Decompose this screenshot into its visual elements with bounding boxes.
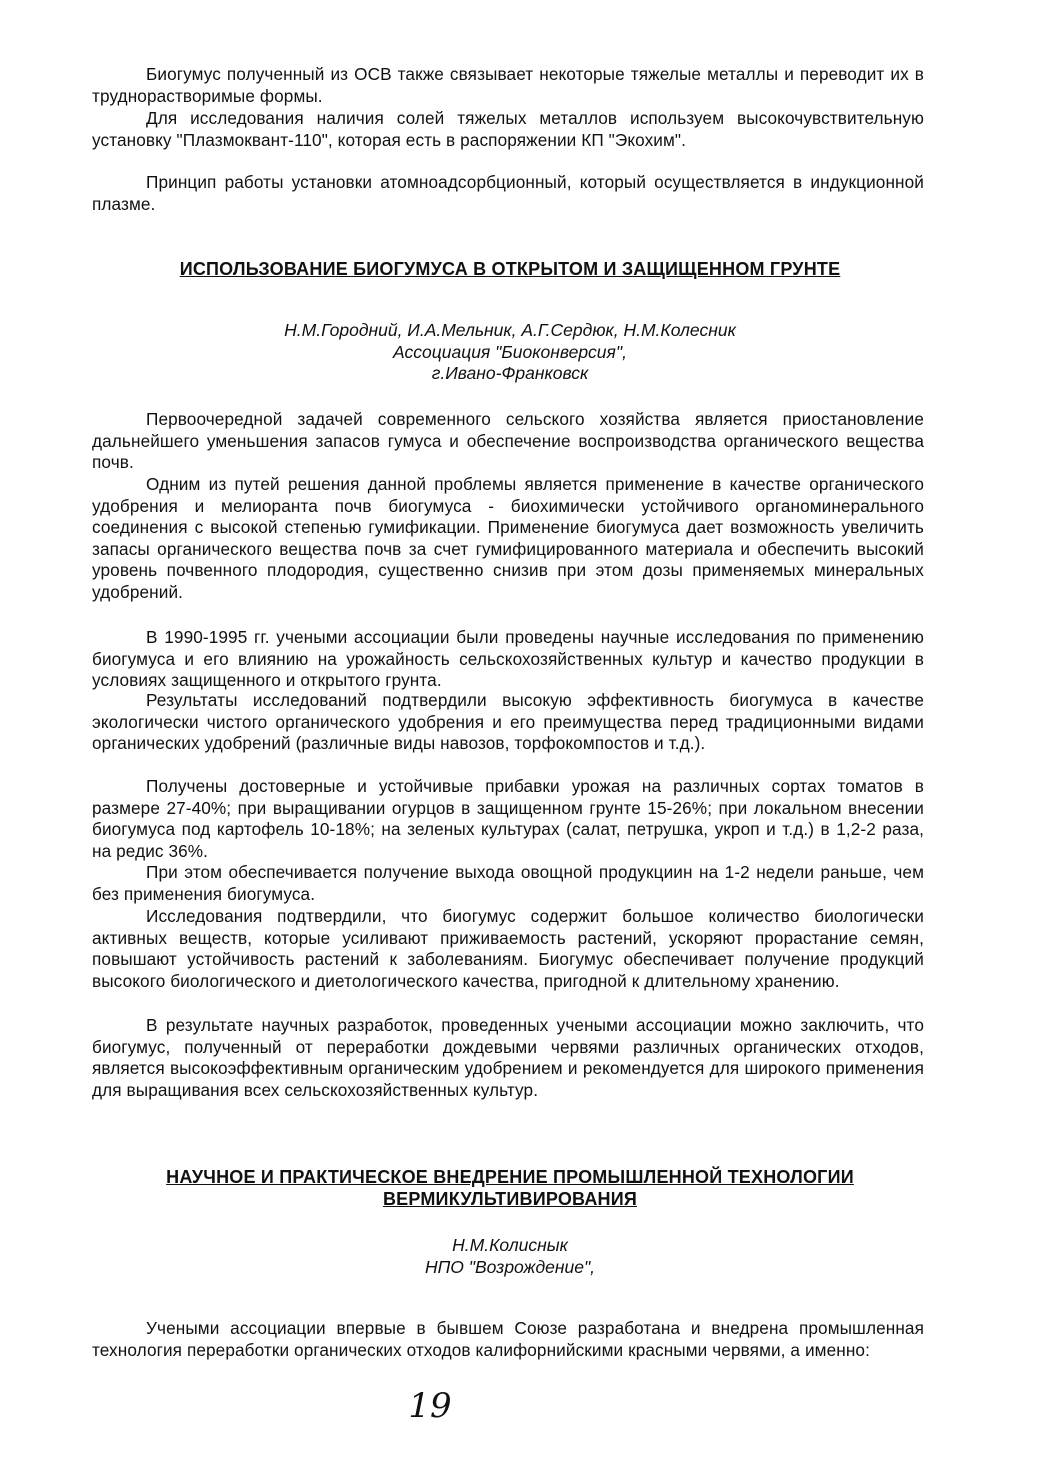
article1-authors: Н.М.Городний, И.А.Мельник, А.Г.Сердюк, Н.М.Колесник	[284, 320, 736, 340]
article1-paragraph: При этом обеспечивается получение выхода овощной продукциин на 1-2 недели раньше, чем без применения биогумуса.	[92, 862, 924, 904]
article2-byline	[150, 1235, 870, 1278]
article1-title: ИСПОЛЬЗОВАНИЕ БИОГУМУСА В ОТКРЫТОМ И ЗАЩИЩЕННОМ ГРУНТЕ	[179, 259, 841, 279]
article1-paragraph: Получены достоверные и устойчивые прибавки урожая на различных сортах томатов в размере 27-40%; при выращивании огурцов в защищенном грунте 15-26%; при локальном внесении биогумуса под картофель 10-18%; на зеленых культурах (салат, петрушка, укроп и т.д.) в 1,2-2 раза, на редис 36%.	[92, 776, 924, 861]
intro-paragraph-3: Принцип работы установки атомноадсорбционный, который осуществляется в индукционной плазме.	[92, 172, 924, 214]
article2-affiliation: НПО "Возрождение",	[424, 1256, 596, 1277]
page-number: 19	[408, 1386, 452, 1426]
article1-paragraph: В результате научных разработок, проведенных учеными ассоциации можно заключить, что биогумус, полученный от переработки дождевыми червями различных органических отходов, является высокоэффективным органическим удобрением и рекомендуется для широкого применения для выращивания всех сельскохозяйственных культур.	[92, 1015, 924, 1100]
article1-paragraph: Результаты исследований подтвердили высокую эффективность биогумуса в качестве экологически чистого органического удобрения и его преимущества перед традиционными видами органических удобрений (различные виды навозов, торфокомпостов и т.д.).	[92, 690, 924, 754]
article2-authors: Н.М.Колиснык	[452, 1235, 568, 1255]
article1-affiliation: Ассоциация "Биоконверсия",	[393, 341, 627, 362]
article1-paragraph: В 1990-1995 гг. учеными ассоциации были проведены научные исследования по применению биогумуса и его влиянию на урожайность сельскохозяйственных культур и качество продукции в условиях защищенного и открытого грунта.	[92, 627, 924, 691]
article1-city: г.Ивано-Франковск	[431, 363, 589, 383]
intro-paragraph-1: Биогумус полученный из ОСВ также связывает некоторые тяжелые металлы и переводит их в труднорастворимые формы.	[92, 64, 924, 106]
article1-byline	[150, 320, 870, 385]
article2-title: НАУЧНОЕ И ПРАКТИЧЕСКОЕ ВНЕДРЕНИЕ ПРОМЫШЛЕННОЙ ТЕХНОЛОГИИ ВЕРМИКУЛЬТИВИРОВАНИЯ	[166, 1167, 854, 1209]
article1-paragraph: Одним из путей решения данной проблемы является применение в качестве органического удобрения и мелиоранта почв биогумуса - биохимически устойчивого органоминерального соединения с высокой степенью гумификации. Применение биогумуса дает возможность увеличить запасы органического вещества почв за счет гумифицированного материала и обеспечить высокий уровень почвенного плодородия, существенно снизив при этом дозы применяемых минеральных удобрений.	[92, 474, 924, 602]
article1-paragraph: Исследования подтвердили, что биогумус содержит большое количество биологически активных веществ, которые усиливают приживаемость растений, ускоряют прорастание семян, повышают устойчивость растений к заболеваниям. Биогумус обеспечивает получение продукций высокого биологического и диетологического качества, пригодной к длительному хранению.	[92, 906, 924, 991]
article1-paragraph: Первоочередной задачей современного сельского хозяйства является приостановление дальнейшего уменьшения запасов гумуса и обеспечение воспроизводства органического вещества почв.	[92, 409, 924, 473]
intro-paragraph-2: Для исследования наличия солей тяжелых металлов используем высокочувствительную установку "Плазмоквант-110", которая есть в распоряжении КП "Экохим".	[92, 108, 924, 150]
article2-paragraph: Учеными ассоциации впервые в бывшем Союзе разработана и внедрена промышленная технология переработки органических отходов калифорнийскими красными червями, а именно:	[92, 1318, 924, 1360]
